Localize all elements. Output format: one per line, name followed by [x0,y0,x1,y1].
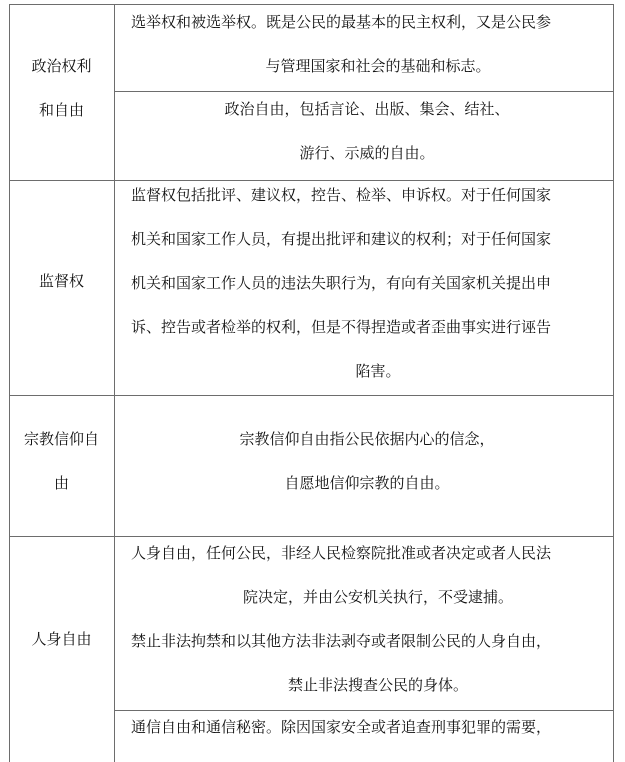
cell-election-rights [120,0,625,88]
cell-text-line: 禁止非法搜查公民的身体。 [287,676,468,694]
cell-text-line: 选举权和被选举权。既是公民的最基本的民主权利，又是公民参 [131,13,552,31]
cell-text-line: 院决定，并由公安机关执行，不受逮捕。 [242,588,513,606]
row-divider [9,395,614,396]
cell-text-line: 监督权包括批评、建议权，控告、检举、申诉权。对于任何国家 [131,186,552,204]
row-label-personal-freedom [9,617,114,661]
row-label-supervision [9,259,114,303]
row-label-line: 人身自由 [31,630,92,648]
cell-political-freedom [120,87,614,175]
column-divider [114,4,115,762]
cell-text-line: 机关和国家工作人员的违法失职行为，有向有关国家机关提出申 [131,274,552,292]
cell-correspondence-freedom [120,705,625,749]
row-label-religious-freedom [9,417,114,505]
cell-text-line: 诉、控告或者检举的权利，但是不得捏造或者歪曲事实进行诬告 [131,318,552,336]
cell-text-line: 通信自由和通信秘密。除因国家安全或者追查刑事犯罪的需要， [131,718,552,736]
cell-supervision-rights [120,173,625,393]
cell-text-line: 机关和国家工作人员，有提出批评和建议的权利；对于任何国家 [131,230,552,248]
cell-text-line: 陷害。 [355,362,401,380]
row-label-political-rights [9,44,114,132]
cell-religious-freedom [120,417,614,505]
row-label-line: 宗教信仰自 [23,430,99,448]
row-label-line: 监督权 [38,272,84,290]
cell-text-line: 与管理国家和社会的基础和标志。 [265,57,491,75]
row-label-line: 由 [53,474,69,492]
row-label-line: 和自由 [38,101,84,119]
cell-text-line: 人身自由，任何公民，非经人民检察院批准或者决定或者人民法 [131,544,552,562]
row-label-line: 政治权利 [31,57,92,75]
cell-personal-freedom [120,531,625,707]
cell-text-line: 自愿地信仰宗教的自由。 [284,474,450,492]
cell-text-line: 禁止非法拘禁和以其他方法非法剥夺或者限制公民的人身自由， [131,632,552,650]
cell-text-line: 游行、示威的自由。 [299,144,435,162]
cell-text-line: 政治自由，包括言论、出版、集会、结社、 [224,100,510,118]
cell-text-line: 宗教信仰自由指公民依据内心的信念， [239,430,495,448]
